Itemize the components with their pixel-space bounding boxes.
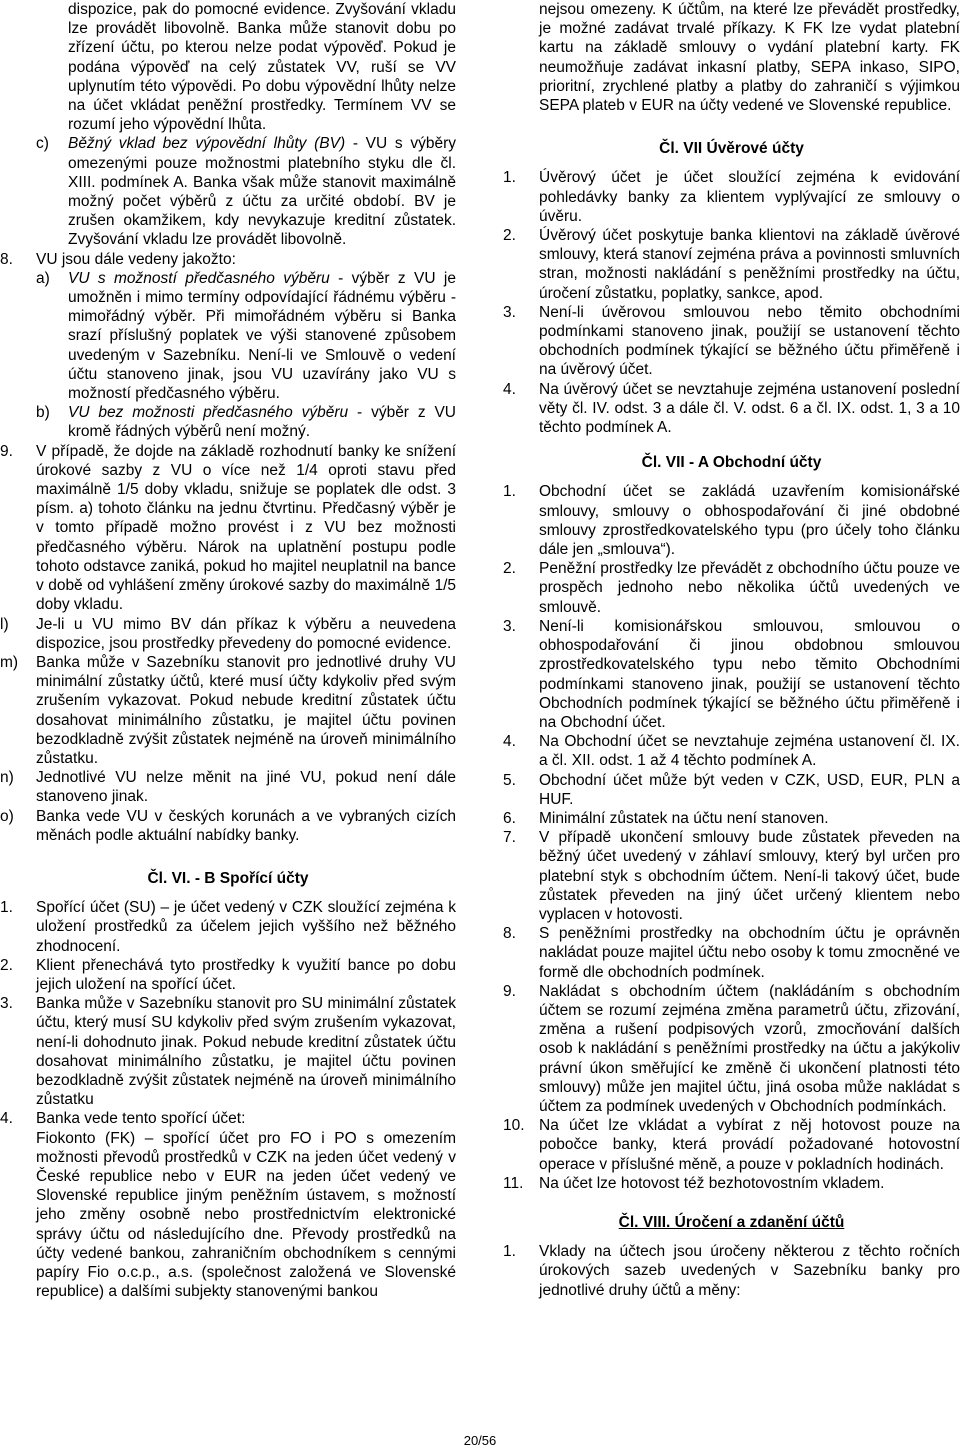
item-l bbox=[0, 615, 456, 653]
para-number: 8. bbox=[0, 250, 13, 268]
item-label: m) bbox=[0, 653, 19, 671]
section-heading: Čl. VII Úvěrové účty bbox=[659, 140, 804, 158]
item-number: 3. bbox=[503, 303, 516, 321]
page-number: 20/56 bbox=[463, 1433, 497, 1448]
item-number: 1. bbox=[503, 483, 516, 501]
item-text: Peněžní prostředky lze převádět z obchodního účtu pouze ve prospěch jednoho nebo několika účtů uvedených ve smlouvě. bbox=[539, 560, 960, 616]
item-number: 2. bbox=[503, 227, 516, 245]
list-item bbox=[503, 617, 960, 732]
item-title: VU s možností předčasného výběru bbox=[68, 269, 330, 287]
list-item bbox=[503, 1174, 960, 1193]
item-number: 4. bbox=[503, 380, 516, 398]
list-item bbox=[503, 1242, 960, 1300]
item-text: V případě ukončení smlouvy bude zůstatek převeden na běžný účet uvedený v záhlaví smlouvy, který byl určen pro platební styk s obchodním účtem. Není-li takový účet, bude zůstatek převeden na jiný účet určený klientem nebo vyplacen v hotovosti. bbox=[539, 829, 960, 923]
item-text: Je-li u VU mimo BV dán příkaz k výběru a neuvedena dispozice, jsou prostředky převedeny do pomocné evidence. bbox=[36, 615, 456, 652]
section-heading: Čl. VII - A Obchodní účty bbox=[641, 454, 822, 472]
item-text: Na účet lze vkládat a vybírat z něj hotovost pouze na pobočce banky, která provádí požadované hotovostní operace v příslušné měně, a pouze v pokladních hodinách. bbox=[539, 1117, 960, 1173]
item-number: 1. bbox=[0, 899, 13, 917]
item-label: l) bbox=[0, 615, 9, 633]
item-text: Na Obchodní účet se nevztahuje zejména ustanovení čl. IX. a čl. XII. odst. 1 až 4 těchto podmínek A. bbox=[539, 733, 960, 770]
item-c bbox=[0, 134, 456, 249]
list-item bbox=[503, 559, 960, 617]
item-text: Není-li komisionářskou smlouvou, smlouvou o obhospodařování či jinou obdobnou smlouvou zprostředkovatelského typu nebo těmito Obchodními podmínkami stanoveno jinak, použijí se ustanovení těchto Obchodních podmínek týkající se běžného účtu přiměřeně i na Obchodní účet. bbox=[539, 617, 960, 731]
section-heading: Čl. VIII. Úročení a zdanění účtů bbox=[618, 1213, 845, 1231]
item-text: - VU s výběry omezenými pouze možnostmi platebního styku dle čl. XIII. podmínek A. Banka však může stanovit maximálně možný počet výběrů z účtu za určité období. BV je zrušen okamžikem, kdy nevykazuje kreditní zůstatek. Zvyšování vkladu lze provádět libovolně. bbox=[68, 135, 456, 249]
item-number: 1. bbox=[503, 1243, 516, 1261]
item-o bbox=[0, 807, 456, 845]
item-text: - výběr z VU kromě řádných výběrů není možný. bbox=[68, 404, 456, 441]
list-item bbox=[0, 898, 456, 956]
item-text: Jednotlivé VU nelze měnit na jiné VU, pokud není dále stanoveno jinak. bbox=[36, 769, 456, 806]
item-text: Minimální zůstatek na účtu není stanoven. bbox=[539, 809, 829, 827]
fiokonto-paragraph: Fiokonto (FK) – spořící účet pro FO i PO s omezením možnosti převodů prostředků v CZK na jeden účet vedený v České republice nebo v EUR na jeden účet vedený ve Slovenské republice jiným peněžním ústavem, s možností jeho změny osobně nebo prostřednictvím elektronické správy účtu od následujícího dne. Převody prostředků na účty vedené bankou, zahraničním obchodníkem s cennými papíry Fio o.c.p., a.s. (společnost založená ve Slovenské republice) a dalšími subjekty stanovenými bankou bbox=[36, 1129, 456, 1301]
item-text: Není-li úvěrovou smlouvou nebo těmito obchodními podmínkami stanoveno jinak, použijí se ustanovení těchto obchodních podmínek týkající se běžného účtu přiměřeně i na úvěrový účet. bbox=[539, 303, 960, 379]
item-number: 10. bbox=[503, 1117, 525, 1135]
item-text: Na účet lze hotovost též bezhotovostním vkladem. bbox=[539, 1174, 885, 1192]
item-text: Banka vede VU v českých korunách a ve vybraných cizích měnách podle aktuální nabídky banky. bbox=[36, 807, 456, 844]
item-label: b) bbox=[36, 404, 50, 422]
item-number: 11. bbox=[503, 1174, 524, 1192]
para-text: VU jsou dále vedeny jakožto: bbox=[36, 250, 236, 268]
item-number: 3. bbox=[503, 617, 516, 635]
item-m bbox=[0, 653, 456, 768]
item-text: - výběr z VU je umožněn i mimo termíny odpovídající řádnému výběru - mimořádný výběr. Při mimořádném výběru si Banka srazí příslušný poplatek ve výši stanovené způsobem uvedeným v Sazebníku. Není-li ve Smlouvě o vedení účtu stanoveno jinak, jsou VU uzavírány jako VU s možností předčasného výběru. bbox=[68, 269, 456, 403]
item-label: n) bbox=[0, 769, 14, 787]
para-9 bbox=[0, 442, 456, 615]
item-text: Na úvěrový účet se nevztahuje zejména ustanovení poslední věty čl. IV. odst. 3 a dále čl. V. odst. 6 a čl. IX. odst. 1, 3 a 10 těchto podmínek A. bbox=[539, 380, 960, 437]
item-text: Vklady na účtech jsou úročeny některou z těchto ročních úrokových sazeb uvedených v Sazebníku banky pro jednotlivé druhy účtů a měny: bbox=[539, 1243, 960, 1299]
list-item bbox=[503, 828, 960, 924]
list-item bbox=[503, 482, 960, 559]
item-text: Nakládat s obchodním účtem (nakládáním s obchodním účtem se rozumí zejména změna parametrů účtu, zřizování, změna a rušení podpisových vzorů, zmocňování dalších osob k nakládání s peněžními prostředky na účtu a jakýkoliv právní úkon směřující ke změně či ukončení platnosti této smlouvy) může jen majitel účtu, jiná osoba může nakládat s účtem za podmínek uvedených v Obchodních podmínkách. bbox=[539, 982, 960, 1115]
list-item bbox=[503, 732, 960, 770]
cont-paragraph: nejsou omezeny. K účtům, na které lze převádět prostředky, je možné zadávat trvalé příkazy. K FK lze vydat platební kartu na základě smlouvy o vydání platební karty. FK neumožňuje zadávat inkasní platby, SEPA inkaso, SIPO, prioritní, zrychlené platby a platby do zahraničí s výjimkou SEPA plateb v EUR na účty vedené ve Slovenské republice. bbox=[539, 1, 960, 115]
list-item bbox=[0, 1109, 456, 1128]
item-number: 6. bbox=[503, 809, 516, 827]
list-item bbox=[503, 303, 960, 380]
list-item bbox=[503, 809, 960, 828]
item-title: VU bez možnosti předčasného výběru bbox=[68, 404, 349, 422]
item-number: 2. bbox=[503, 560, 516, 578]
item-text: Banka vede tento spořící účet: bbox=[36, 1110, 246, 1128]
item-label: o) bbox=[0, 807, 14, 825]
item-text: Banka může v Sazebníku stanovit pro SU minimální zůstatek účtu, který musí SU kdykoliv před svým zrušením vykazovat, není-li dohodnuto jinak. Pokud nebude kreditní zůstatek účtu dosahovat minimálního zůstatku, je majitel účtu povinen bezodkladně zvýšit zůstatek nejméně na úroveň minimálního zůstatku bbox=[36, 995, 456, 1109]
list-item bbox=[503, 226, 960, 303]
list-item bbox=[503, 380, 960, 438]
item-number: 2. bbox=[0, 956, 13, 974]
list-item bbox=[0, 956, 456, 994]
item-8a bbox=[0, 269, 456, 403]
item-number: 9. bbox=[503, 982, 516, 1000]
item-text: S peněžními prostředky na obchodním účtu je oprávněn nakládat pouze majitel účtu nebo osoby k tomu zmocněné ve formě dle obchodních podmínek. bbox=[539, 925, 960, 981]
right-column bbox=[503, 0, 960, 1300]
item-n bbox=[0, 768, 456, 806]
section-heading: Čl. VI. - B Spořící účty bbox=[147, 869, 309, 887]
item-title: Běžný vklad bez výpovědní lhůty (BV) bbox=[68, 135, 346, 153]
item-number: 5. bbox=[503, 771, 516, 789]
list-item bbox=[503, 168, 960, 226]
item-text: Banka může v Sazebníku stanovit pro jednotlivé druhy VU minimální zůstatky účtů, které musí účty kdykoliv před svým zrušením vykazovat. Pokud nebude kreditní zůstatek účtu dosahovat minimálního zůstatku, je majitel účtu povinen bezodkladně zvýšit zůstatek nejméně na úroveň minimálního zůstatku. bbox=[36, 653, 456, 767]
para-8 bbox=[0, 250, 456, 269]
left-column bbox=[0, 0, 456, 1301]
list-item bbox=[503, 1116, 960, 1174]
item-number: 3. bbox=[0, 995, 13, 1013]
list-item bbox=[503, 982, 960, 1116]
item-text: Úvěrový účet poskytuje banka klientovi na základě úvěrové smlouvy, která stanoví zejména práva a povinnosti smluvních stran, možnosti nakládání s peněžními prostředky na účtu, úročení zůstatku, poplatky, sankce, apod. bbox=[539, 227, 960, 302]
item-number: 4. bbox=[0, 1110, 13, 1128]
item-text: Obchodní účet může být veden v CZK, USD, EUR, PLN a HUF. bbox=[539, 771, 960, 808]
list-item bbox=[0, 994, 456, 1109]
list-item bbox=[503, 771, 960, 809]
list-item bbox=[503, 924, 960, 982]
item-8b bbox=[0, 403, 456, 441]
para-number: 9. bbox=[0, 442, 13, 460]
item-text: Úvěrový účet je účet sloužící zejména k evidování pohledávky banky za klientem vyplývající ze smlouvy o úvěru. bbox=[539, 169, 960, 225]
item-number: 7. bbox=[503, 829, 516, 847]
item-label: c) bbox=[36, 135, 49, 153]
para-text: V případě, že dojde na základě rozhodnutí banky ke snížení úrokové sazby z VU o více než 1/4 oproti stavu před maximálně 1/5 doby vkladu, snižuje se poplatek dle odst. 3 písm. a) tohoto článku na jednu čtvrtinu. Předčasný výběr je v tomto případě možno provést i z VU bez možnosti předčasného výběru. Nárok na uplatnění postupu podle tohoto odstavce zaniká, pokud ho majitel neuplatnil na bance v době od vyhlášení změny úrokové sazby do maximálně 1/5 doby vkladu. bbox=[36, 442, 456, 614]
item-text: Obchodní účet se zakládá uzavřením komisionářské smlouvy, smlouvy o obhospodařování či jiné obdobné smlouvy zprostředkovatelského typu (pro účely toho článku dále jen „smlouva“). bbox=[539, 483, 960, 559]
item-number: 1. bbox=[503, 169, 516, 187]
item-text: Spořící účet (SU) – je účet vedený v CZK sloužící zejména k uložení prostředků za účelem jejich vyššího než běžného zhodnocení. bbox=[36, 899, 456, 955]
item-text: Klient přenechává tyto prostředky k využití bance po dobu jejich uložení na spořící účet. bbox=[36, 956, 456, 993]
item-number: 4. bbox=[503, 733, 516, 751]
cont-paragraph: dispozice, pak do pomocné evidence. Zvyšování vkladu lze provádět libovolně. Banka může stanovit dobu po zřízení účtu, po kterou nelze podat výpověď. Pokud je podána výpověď na celý zůstatek VV, ruší se VV uplynutím této výpovědi. Po dobu výpovědní lhůty nelze na účet vkládat peněžní prostředky. Termínem VV se rozumí jeho výpovědní lhůta. bbox=[68, 1, 456, 134]
item-number: 8. bbox=[503, 925, 516, 943]
item-label: a) bbox=[36, 269, 50, 287]
